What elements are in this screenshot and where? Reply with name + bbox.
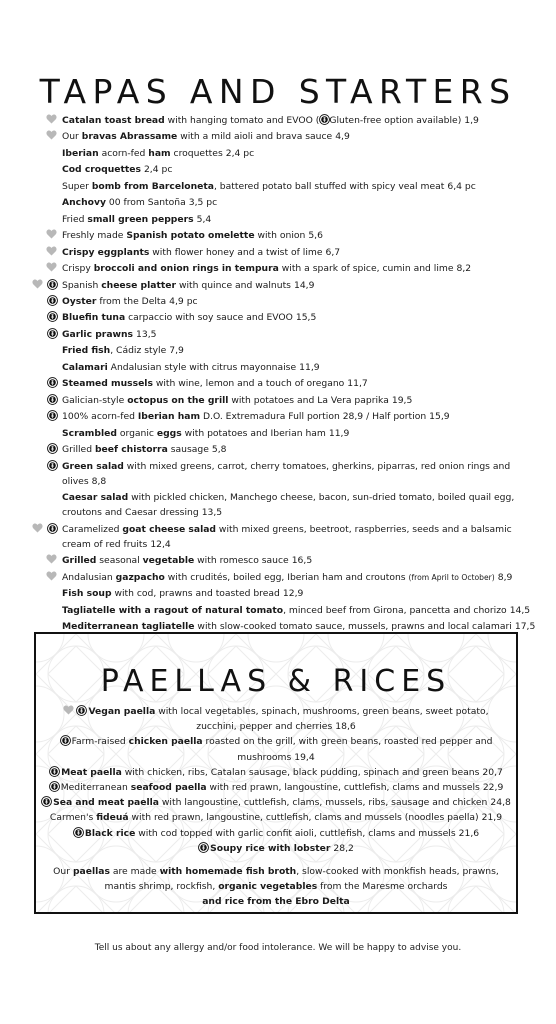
item-price: 7,9 <box>169 345 184 357</box>
item-name: chicken paella <box>128 736 203 748</box>
note-text: organic vegetables <box>218 881 318 893</box>
tapas-item <box>0 570 556 585</box>
tapas-item <box>0 553 556 568</box>
item-price: 5,6 <box>308 230 323 242</box>
item-name: Iberian <box>62 147 99 159</box>
item-name: Spanish potato omelette <box>126 230 255 242</box>
item-name: goat cheese salad <box>122 523 217 535</box>
item-description: croquettes <box>170 147 223 159</box>
paellas-menu-list <box>36 704 516 910</box>
item-price: 15,9 <box>429 411 450 423</box>
tapas-item <box>0 113 556 128</box>
item-description: with mixed greens, carrot, cherry tomatoes, gherkins, piparras, red onion rings and olives <box>62 460 511 487</box>
tapas-item <box>0 245 556 260</box>
item-name: Fish soup <box>62 588 112 600</box>
item-text: Farm-raised <box>71 736 129 748</box>
item-text: Fried <box>62 213 88 225</box>
item-price: 13,5 <box>136 328 157 340</box>
item-price: 22,9 <box>482 782 504 794</box>
item-text: Caramelized <box>62 523 123 535</box>
item-price: 28,2 <box>333 842 354 854</box>
item-description: with red prawn, langoustine, cuttlefish, clams and mussels (noodles paella) <box>128 812 479 824</box>
item-name: fideuá <box>96 812 129 824</box>
item-description: with potatoes and La Vera paprika <box>228 394 389 406</box>
item-price: 14,9 <box>293 279 315 291</box>
item-name: Grilled <box>62 555 97 567</box>
vegetarian-heart-icon <box>46 229 57 239</box>
item-price: 11,9 <box>328 427 350 439</box>
tapas-title: TAPAS AND STARTERS <box>39 72 517 111</box>
note-text: and rice from the Ebro Delta <box>202 896 350 908</box>
gluten-free-icon <box>49 781 59 791</box>
tapas-item <box>0 327 556 342</box>
item-description: zucchini, pepper and cherries <box>196 721 333 733</box>
paellas-title: PAELLAS & RICES <box>100 664 452 699</box>
tapas-item <box>0 522 556 552</box>
item-price: 6,4 pc <box>447 180 476 192</box>
item-text: Crispy <box>62 263 94 275</box>
vegetarian-heart-icon <box>32 279 43 289</box>
item-name: Tagliatelle with a ragout of natural tomato <box>62 604 284 616</box>
note-text: mantis shrimp, rockfish, <box>104 881 219 893</box>
note-text: Our <box>53 866 73 878</box>
item-description: , battered potato ball stuffed with spicy veal meat <box>213 180 445 192</box>
item-price: 12,4 <box>150 539 171 551</box>
tapas-item <box>0 409 556 424</box>
item-price: 11,7 <box>347 378 368 390</box>
item-price: 11,9 <box>299 361 320 373</box>
paellas-note <box>36 864 516 910</box>
item-description: with a mild aioli and brava sauce <box>177 131 333 143</box>
gluten-free-icon <box>47 460 58 471</box>
tapas-item <box>0 212 556 227</box>
tapas-item <box>0 343 556 358</box>
item-price: 8,2 <box>456 263 472 275</box>
item-price: 8,8 <box>91 475 107 487</box>
item-name: octopus on the grill <box>127 394 229 406</box>
item-price: 2,4 pc <box>143 164 173 176</box>
item-price: 4,9 pc <box>169 295 198 307</box>
item-text: Freshly made <box>62 230 127 242</box>
item-price: 21,9 <box>481 812 503 824</box>
gluten-free-icon <box>76 705 86 715</box>
tapas-item <box>0 278 556 293</box>
tapas-item <box>0 294 556 309</box>
item-name: bomb from Barceloneta <box>91 180 214 192</box>
item-price: 15,5 <box>295 312 317 324</box>
item-description: with chicken, ribs, Catalan sausage, black pudding, spinach and green beans <box>121 766 480 778</box>
item-text: 100% acorn-fed <box>62 411 138 423</box>
vegetarian-heart-icon <box>46 554 57 564</box>
item-name: Fried fish <box>62 345 111 357</box>
item-description: , minced beef from Girona, pancetta and chorizo <box>283 604 507 616</box>
gluten-free-icon <box>47 295 58 306</box>
item-price: 21,6 <box>458 827 480 839</box>
paella-item <box>36 841 516 856</box>
item-description: , Cádiz style <box>110 345 167 357</box>
item-description: with red prawn, langoustine, cuttlefish, clams and mussels <box>206 782 480 794</box>
tapas-item <box>0 586 556 601</box>
item-name: Soupy rice with lobster <box>210 842 331 854</box>
note-text: from the Maresme orchards <box>317 881 448 893</box>
tapas-item <box>0 195 556 210</box>
vegetarian-heart-icon <box>46 130 57 140</box>
item-description: with mixed greens, beetroot, raspberries, seeds and a balsamic cream of red fruits <box>62 523 512 551</box>
tapas-item <box>0 228 556 243</box>
paellas-section <box>34 632 518 914</box>
vegetarian-heart-icon <box>32 523 43 533</box>
item-description: with cod topped with garlic confit aioli, cuttlefish, clams and mussels <box>135 827 456 839</box>
tapas-item <box>0 459 556 489</box>
item-name: Bluefin tuna <box>62 312 126 324</box>
item-price: 3,5 pc <box>188 197 218 209</box>
item-description: Andalusian style with citrus mayonnaise <box>107 361 297 373</box>
item-name: beef chistorra <box>94 444 168 456</box>
item-name: bravas Abrassame <box>81 131 178 143</box>
item-name: Meat paella <box>61 766 122 778</box>
tapas-item <box>0 310 556 325</box>
paella-item <box>36 795 516 810</box>
item-description: sausage <box>167 444 209 456</box>
item-description: with quince and walnuts <box>176 279 291 291</box>
item-price: 20,7 <box>482 766 503 778</box>
item-name: Vegan paella <box>88 706 156 717</box>
item-description: with langoustine, cuttlefish, clams, mussels, ribs, sausage and chicken <box>159 797 488 809</box>
item-price: 19,5 <box>391 394 413 406</box>
tapas-item <box>0 179 556 194</box>
gluten-free-icon <box>47 523 58 534</box>
gluten-free-icon <box>60 735 70 745</box>
item-price: 16,5 <box>291 555 313 567</box>
item-name: Mediterranean tagliatelle <box>62 621 195 633</box>
gluten-free-icon <box>47 328 58 339</box>
item-description: with potatoes and Iberian ham <box>181 427 326 439</box>
note-text: with homemade fish broth <box>159 866 297 878</box>
item-name: Green salad <box>62 460 124 472</box>
item-price: 1,9 <box>464 115 479 126</box>
tapas-item <box>0 442 556 457</box>
item-text: Galician-style <box>62 394 128 406</box>
note-text: are made <box>109 866 160 878</box>
tapas-item <box>0 603 556 618</box>
item-description: 00 from Santoña <box>105 197 186 209</box>
tapas-item <box>0 490 556 520</box>
gluten-free-icon <box>73 827 83 837</box>
item-name: Cod croquettes <box>62 164 141 176</box>
vegetarian-heart-icon <box>46 114 57 124</box>
gluten-free-icon <box>47 410 58 421</box>
item-name: Anchovy <box>62 197 106 209</box>
vegetarian-heart-icon <box>46 262 57 272</box>
tapas-item <box>0 129 556 144</box>
item-price: 2,4 pc <box>225 147 255 159</box>
paella-item <box>36 810 516 825</box>
tapas-menu-list <box>0 113 556 636</box>
gluten-free-icon <box>198 842 208 852</box>
item-description: with hanging tomato and EVOO ( <box>164 115 320 126</box>
item-name: Caesar salad <box>62 492 129 504</box>
item-price: 4,9 <box>335 131 350 143</box>
gluten-free-icon <box>47 311 58 322</box>
item-text: Super <box>62 180 92 192</box>
item-description: with local vegetables, spinach, mushrooms, green beans, sweet potato, <box>155 706 489 717</box>
item-name: Steamed mussels <box>62 378 153 390</box>
vegetarian-heart-icon <box>63 705 74 715</box>
item-name: Garlic prawns <box>62 328 134 340</box>
paella-item <box>36 780 516 795</box>
tapas-item <box>0 426 556 441</box>
item-price: 24,8 <box>490 797 511 809</box>
item-text: Carmen's <box>49 812 97 824</box>
item-text: Mediterranean <box>60 782 131 794</box>
item-description: with wine, lemon and a touch of oregano <box>152 378 345 390</box>
tapas-item <box>0 261 556 276</box>
item-description: D.O. Extremadura Full portion 28,9 / Half portion <box>200 411 427 423</box>
item-text: Grilled <box>62 444 95 456</box>
item-name: Oyster <box>62 295 97 307</box>
item-price: 5,8 <box>211 444 227 456</box>
item-description: with cod, prawns and toasted bread <box>111 588 280 600</box>
gluten-free-icon <box>47 394 58 405</box>
item-description: with pickled chicken, Manchego cheese, bacon, sun-dried tomato, boiled quail egg, croutons and Caesar dressing <box>62 492 515 519</box>
tapas-item <box>0 146 556 161</box>
tapas-item <box>0 393 556 408</box>
item-name: Sea and meat paella <box>53 797 159 809</box>
item-name: Iberian ham <box>137 411 201 423</box>
note-text: , slow-cooked with monkfish heads, prawns, <box>296 866 499 878</box>
item-name: eggs <box>156 427 182 439</box>
item-text: Our <box>62 131 82 143</box>
item-price: 17,5 <box>514 621 536 633</box>
item-description: Gluten-free option available) <box>329 115 462 126</box>
allergy-notice: Tell us about any allergy and/or food intolerance. We will be happy to advise you. <box>94 943 462 953</box>
gluten-free-icon <box>47 443 58 454</box>
item-name: Calamari <box>62 361 108 373</box>
item-description: with onion <box>254 230 306 242</box>
item-description: with romesco sauce <box>194 555 289 567</box>
item-name: Scrambled <box>62 427 117 439</box>
item-price: 13,5 <box>201 507 223 519</box>
item-price: 19,4 <box>294 751 315 763</box>
gluten-free-icon <box>47 279 58 290</box>
tapas-item <box>0 360 556 375</box>
item-name: cheese platter <box>101 279 177 291</box>
item-description: with a spark of spice, cumin and lime <box>278 263 454 275</box>
item-name: seafood paella <box>130 782 207 794</box>
item-name: broccoli and onion rings in tempura <box>93 263 279 275</box>
item-description: carpaccio with soy sauce and EVOO <box>125 312 293 324</box>
item-name: Black rice <box>84 827 136 839</box>
tapas-item <box>0 376 556 391</box>
item-name: ham <box>148 147 171 159</box>
gluten-free-icon <box>47 377 58 388</box>
item-price: 14,5 <box>509 604 531 616</box>
vegetarian-heart-icon <box>46 571 57 581</box>
item-description: organic <box>116 427 157 439</box>
item-description: mushrooms <box>237 751 292 763</box>
paella-item <box>36 826 516 841</box>
item-price: 5,4 <box>196 213 212 225</box>
item-description: seasonal <box>96 555 143 567</box>
gluten-free-icon <box>319 114 329 124</box>
item-description: acorn-fed <box>98 147 149 159</box>
item-description: roasted on the grill, with green beans, roasted red pepper and <box>202 736 493 748</box>
paella-item <box>36 765 516 780</box>
item-description: with slow-cooked tomato sauce, mussels, prawns and local calamari <box>194 621 512 633</box>
item-price: 8,9 <box>497 571 513 583</box>
item-season-note: (from April to October) <box>408 572 495 582</box>
item-name: vegetable <box>142 555 195 567</box>
item-name: Catalan toast bread <box>62 115 165 126</box>
item-price: 18,6 <box>335 721 356 733</box>
item-price: 12,9 <box>282 588 304 600</box>
item-name: small green peppers <box>87 213 194 225</box>
item-price: 6,7 <box>325 246 341 258</box>
paella-item <box>36 734 516 764</box>
item-text: Andalusian <box>62 571 116 583</box>
item-description: with crudités, boiled egg, Iberian ham and croutons <box>164 571 409 583</box>
item-text: Spanish <box>62 279 102 291</box>
item-name: Crispy eggplants <box>62 246 150 258</box>
tapas-item <box>0 162 556 177</box>
item-name: gazpacho <box>115 571 165 583</box>
item-description: with flower honey and a twist of lime <box>149 246 323 258</box>
gluten-free-icon <box>49 766 59 776</box>
gluten-free-icon <box>41 796 51 806</box>
note-text: paellas <box>72 866 110 878</box>
paella-item <box>36 704 516 734</box>
item-description: from the Delta <box>96 295 167 307</box>
vegetarian-heart-icon <box>46 246 57 256</box>
